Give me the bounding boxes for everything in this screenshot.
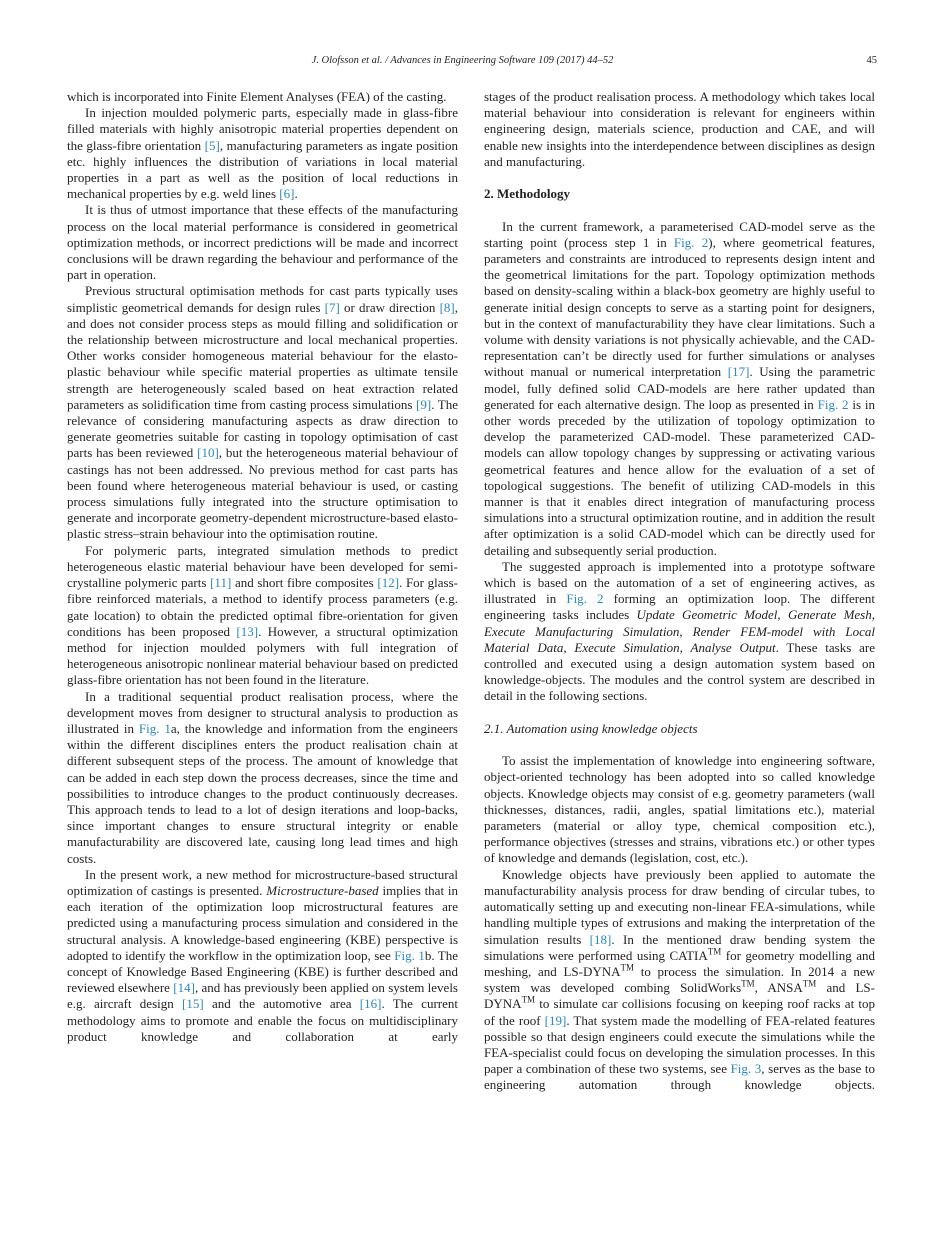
text-run: , ANSA (754, 980, 803, 996)
text-run: . These tasks are controlled and executed using a design automation system based on knowledge-objects. The modules and the control system are described in detail in the following sections. (484, 639, 875, 704)
text-run: is in other words preceded by the utilization of topology optimization to develop the parameterized CAD-model. These parameterized CAD-models can allow topology changes by suppressing or activating various geometrical features and hence allow for the evaluation of a set of topological suggestions. The benefit of utilizing CAD-models in this manner is that it enables direct integration of manufacturing process simulations into a structural optimization routine, and in addition the result after optimization is a solid CAD-model which can be directly used for detailing and subsequently serial production. (484, 396, 875, 558)
text-run: In the current framework, a parameterised CAD-model serve as the starting point (process step 1 in (484, 218, 875, 250)
text-run: b. The concept of Knowledge Based Engineering (KBE) is further described and reviewed elsewhere (67, 947, 459, 996)
reference-link[interactable]: [16] (359, 996, 382, 1012)
text-run: . In the mentioned draw bending system the simulations were performed using CATIA (484, 931, 875, 963)
text-run: . Using the parametric model, fully defined solid CAD-models are here rather updated than generated for each alternative design. The loop as presented in (484, 364, 875, 412)
page-number: 45 (866, 55, 877, 66)
reference-link[interactable]: [19] (544, 1012, 567, 1028)
text-run: and LS-DYNA (484, 980, 875, 1012)
text-run: and short fibre composites (231, 575, 378, 591)
trademark-superscript: TM (707, 946, 722, 957)
text-run: Previous structural optimisation methods for cast parts typically uses simplistic geometrical demands for design rules (67, 283, 458, 315)
reference-link[interactable]: [5] (204, 137, 220, 153)
text-run: , serves as the base to engineering automation through knowledge objects. (484, 1061, 875, 1093)
trademark-superscript: TM (521, 994, 536, 1005)
reference-link[interactable]: [10] (197, 445, 219, 461)
text-run: . The relevance of considering manufacturing aspects as draw direction to generate geometries suitable for casting in topology optimisation of cast parts has been reviewed (67, 396, 458, 461)
text-run: In a traditional sequential product realisation process, where the development moves from designer to structural analysis to production as illustrated in (67, 688, 458, 736)
left-column (67, 89, 458, 1045)
text-run: . (294, 186, 298, 202)
reference-link[interactable]: [13] (236, 623, 259, 639)
reference-link[interactable]: [17] (727, 364, 750, 380)
italic-text: Microstructure-based (266, 882, 379, 898)
text-run: It is thus of utmost importance that these effects of the manufacturing process on the local material performance is considered in geometrical optimization methods, or incorrect predictions will be made and incorrect conclusions will be drawn regarding the behaviour and performance of the part in operation. (67, 202, 458, 283)
reference-link[interactable]: [11] (210, 575, 232, 591)
text-run: Knowledge objects have previously been applied to automate the manufacturability analysis process for draw bending of circular tubes, to automatically setting up and executing non-linear FEA-simulations, while handling multiple types of extrusions and making the interpretation of the simulation results (484, 866, 875, 947)
paragraph (484, 867, 875, 1094)
paragraph (484, 559, 875, 705)
text-run: and the automotive area (203, 996, 360, 1012)
text-run: . However, a structural optimization method for injection moulded polymers with full integration of heterogeneous anisotropic nonlinear material behaviour based on predicted glass-fibre orientation has not been found in the literature. (67, 623, 458, 688)
text-run: . That system made the modelling of FEA-related features possible so that design engineers could execute the simulations while the FEA-specialist could focus on developing the simulation processes. In this paper a combination of these two systems, see (484, 1012, 875, 1077)
paragraph (67, 202, 458, 283)
text-run: a, the knowledge and information from the engineers within the different disciplines enters the product realisation chain at different subsequent steps of the process. The amount of knowledge that can be added in each step down the process decreases, since the time and possibilities to introduce changes to the product continuously decreases. This approach tends to lead to a lot of design iterations and loop-backs, since important changes to ensure structural integrity or enable manufacturability are discovered late, causing long lead times and high costs. (67, 720, 458, 866)
trademark-superscript: TM (741, 978, 755, 989)
paragraph (484, 219, 875, 559)
reference-link[interactable]: Fig. 2 (817, 396, 849, 412)
text-run: , but the heterogeneous material behaviour of castings has not been addressed. No previous method for cast parts has been found where heterogeneous material behaviour is used, or casting process simulations fully integrated into the structure optimisation to generate and incorporate geometry-dependent microstructure-based elasto-plastic stress–strain behaviour into the optimisation routine. (67, 445, 458, 542)
text-run: to simulate car collisions focusing on keeping roof racks at top of the roof (484, 996, 875, 1028)
paragraph (67, 543, 458, 689)
paragraph (67, 283, 458, 542)
reference-link[interactable]: Fig. 1 (138, 720, 171, 736)
reference-link[interactable]: [7] (324, 299, 340, 315)
paragraph (67, 105, 458, 202)
text-run: For polymeric parts, integrated simulation methods to predict heterogeneous elastic material behaviour have been developed for semi-crystalline polymeric parts (67, 542, 458, 591)
running-header (0, 55, 925, 71)
italic-text: Update Geometric Model, Generate Mesh, Execute Manufacturing Simulation, Render FEM-model with Local Material Data, Execute Simulation, Analyse Output (484, 607, 875, 655)
text-run: implies that in each iteration of the optimization loop microstructural features are predicted using a manufacturing process simulation and considered in the structural analysis. A knowledge-based engineering (KBE) perspective is adopted to identify the workflow in the optimization loop, see (67, 882, 458, 963)
reference-link[interactable]: [12] (377, 575, 400, 591)
right-column (484, 89, 875, 1094)
text-run: forming an optimization loop. The different engineering tasks includes (484, 591, 875, 623)
text-run: The suggested approach is implemented into a prototype software which is based on the automation of a set of engineering actives, as illustrated in (484, 558, 875, 607)
paragraph (67, 89, 458, 105)
reference-link[interactable]: [9] (416, 396, 432, 412)
text-run: for geometry modelling and meshing, and LS-DYNA (484, 947, 875, 979)
text-run: . The current methodology aims to promote and enable the focus on multidisciplinary product knowledge and collaboration at early (67, 996, 458, 1044)
trademark-superscript: TM (802, 978, 817, 989)
text-run: stages of the product realisation process. A methodology which takes local material behaviour into consideration is relevant for engineers within engineering design, materials science, production and CAE, and will enable new insights into the interdependence between disciplines as design and manufacturing. (484, 89, 875, 169)
text-run: In the present work, a new method for microstructure-based structural optimization of castings is presented. (67, 866, 458, 898)
paragraph (484, 753, 875, 866)
paragraph (67, 689, 458, 867)
text-run: , manufacturing parameters as ingate position etc. highly influences the distribution of variations in local material properties in a part as well as the position of local reductions in mechanical properties by e.g. weld lines (67, 137, 458, 202)
reference-link[interactable]: [14] (173, 980, 195, 996)
text-run: , and has previously been applied on system levels e.g. aircraft design (67, 980, 458, 1012)
reference-link[interactable]: [18] (589, 931, 612, 947)
paragraph (67, 867, 458, 1045)
reference-link[interactable]: Fig. 2 (673, 234, 709, 250)
trademark-superscript: TM (620, 962, 635, 973)
paragraph (484, 89, 875, 170)
text-run: or draw direction (339, 299, 440, 315)
text-run: ), where geometrical features, parameters and constraints are introduced to represents design intent and the geometrical limitations for the part. Topology optimization methods based on density-scaling within a black-box geometry are highly useful to generate initial design concepts to serve as a starting point for designers, but in the context of manufacturability they have clear limitations. Such a volume with density variations is not physically achievable, and the CAD-representation can’t be directly used for further simulations or analyses without manual or numerical interpretation (484, 234, 875, 380)
subsection-heading: 2.1. Automation using knowledge objects (484, 720, 698, 736)
text-run: which is incorporated into Finite Element Analyses (FEA) of the casting. (67, 89, 447, 104)
reference-link[interactable]: Fig. 3 (730, 1061, 762, 1077)
reference-link[interactable]: Fig. 2 (566, 591, 604, 607)
section-heading: 2. Methodology (484, 186, 570, 202)
reference-link[interactable]: Fig. 1 (394, 947, 425, 963)
text-run: . For glass-fibre reinforced materials, a method to identify process parameters (e.g. gate location) to obtain the predicted optimal fibre-orientation for given conditions has been proposed (67, 575, 458, 639)
text-run: To assist the implementation of knowledge into engineering software, object-oriented technology has been adopted into so called knowledge objects. Knowledge objects may consist of e.g. geometry parameters (wall thicknesses, distances, radii, angles, spatial limitations etc.), material parameters (material or alloy type, chemical composition etc.), performance objectives (stresses and strains, vibrations etc.) or other types of knowledge and demands (legislation, cost, etc.). (484, 753, 875, 866)
reference-link[interactable]: [6] (279, 186, 295, 202)
journal-citation: J. Olofsson et al. / Advances in Engineering Software 109 (2017) 44–52 (311, 55, 614, 66)
reference-link[interactable]: [15] (182, 996, 204, 1012)
text-run: to process the simulation. In 2014 a new system was developed combing SolidWorks (484, 963, 875, 996)
text-run: In injection moulded polymeric parts, especially made in glass-fibre filled materials with highly anisotropic material properties dependent on the glass-fibre orientation (67, 105, 458, 153)
reference-link[interactable]: [8] (439, 299, 455, 315)
text-run: , and does not consider process steps as mould filling and solidification or the relationship between microstructure and local mechanical properties. Other works consider homogeneous material behaviour for the elasto-plastic behaviour while specific material properties as ultimate tensile strength are heterogeneously scaled based on heat extraction related parameters as solidification time from casting process simulations (67, 299, 458, 412)
